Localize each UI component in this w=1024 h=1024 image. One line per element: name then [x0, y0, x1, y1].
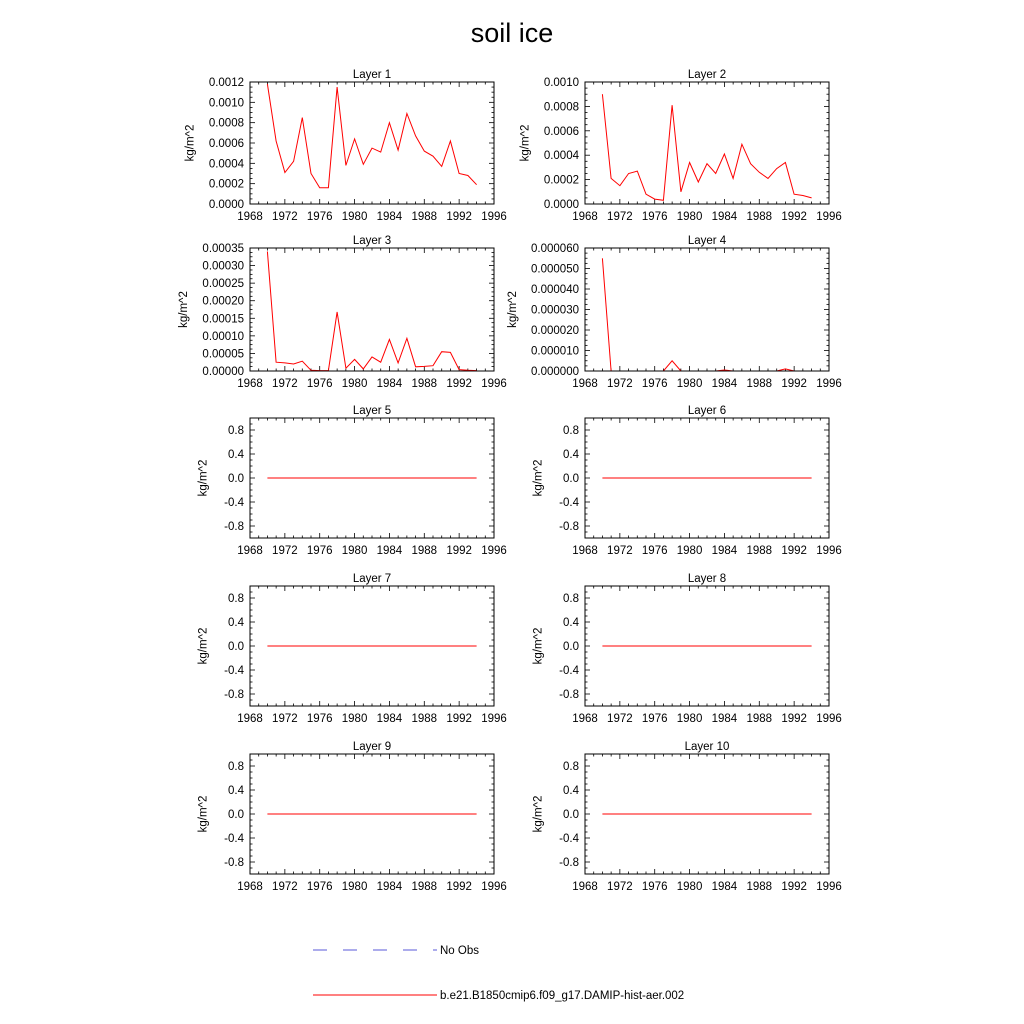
x-tick-label: 1992 [781, 378, 807, 390]
axis-ticks [250, 82, 494, 204]
panel-layer-9 [197, 741, 506, 893]
y-tick-label: -0.4 [559, 497, 579, 509]
panel-title: Layer 8 [687, 573, 727, 585]
x-tick-label: 1996 [481, 211, 507, 223]
x-tick-label: 1988 [411, 881, 438, 893]
panel-layer-10 [532, 741, 841, 893]
x-tick-label: 1996 [816, 881, 842, 893]
x-tick-label: 1984 [711, 713, 738, 725]
x-tick-label: 1972 [272, 713, 298, 725]
y-tick-label: -0.8 [559, 857, 579, 869]
y-tick-label: 0.4 [228, 785, 244, 797]
x-tick-label: 1996 [481, 713, 507, 725]
y-tick-label: 0.0006 [208, 138, 244, 150]
x-tick-label: 1984 [376, 378, 403, 390]
y-tick-label: 0.00000 [202, 366, 244, 378]
y-tick-label: 0.0004 [208, 158, 244, 171]
x-tick-label: 1976 [641, 211, 668, 223]
panel-layer-2 [520, 69, 842, 223]
x-tick-label: 1968 [572, 378, 598, 390]
y-tick-label: 0.0 [228, 809, 244, 821]
x-tick-label: 1980 [676, 881, 703, 893]
y-tick-label: 0.0012 [208, 77, 244, 89]
y-tick-label: 0.000020 [531, 325, 579, 337]
x-tick-label: 1984 [711, 545, 738, 557]
x-tick-label: 1984 [711, 881, 738, 893]
x-tick-label: 1980 [341, 378, 368, 390]
x-tick-label: 1984 [711, 211, 738, 223]
panel-layer-1 [185, 69, 507, 223]
y-tick-label: 0.0008 [543, 101, 579, 114]
x-tick-label: 1988 [746, 881, 773, 893]
y-tick-label: 0.4 [563, 449, 579, 461]
x-tick-label: 1968 [237, 545, 263, 557]
y-tick-label: 0.00015 [202, 313, 244, 326]
y-axis-label: kg/m^2 [178, 291, 191, 328]
series-line [602, 94, 811, 200]
panel-layer-7 [197, 573, 506, 725]
plot-frame [250, 82, 494, 204]
y-tick-label: 0.8 [228, 761, 244, 773]
y-tick-label: -0.4 [224, 497, 244, 509]
x-tick-label: 1984 [711, 378, 738, 390]
x-tick-label: 1996 [816, 545, 842, 557]
x-tick-label: 1968 [237, 378, 263, 390]
y-tick-label: 0.0 [228, 641, 244, 653]
y-tick-label: -0.4 [224, 833, 244, 845]
y-tick-label: 0.0006 [543, 125, 579, 138]
x-tick-label: 1972 [607, 713, 633, 725]
y-tick-label: -0.8 [559, 689, 579, 701]
series-line [267, 252, 476, 371]
x-tick-label: 1968 [237, 881, 263, 893]
y-tick-label: 0.0 [563, 809, 579, 821]
y-tick-label: 0.0000 [208, 199, 244, 211]
y-tick-label: 0.000060 [531, 243, 579, 255]
panel-title: Layer 10 [684, 741, 730, 753]
y-tick-label: 0.4 [563, 617, 579, 629]
y-axis-label: kg/m^2 [532, 627, 545, 665]
y-tick-label: 0.00010 [202, 330, 244, 343]
x-tick-label: 1992 [781, 545, 807, 557]
y-tick-label: 0.0008 [208, 117, 244, 130]
y-tick-label: 0.4 [228, 449, 244, 461]
series-line [602, 258, 811, 371]
x-tick-label: 1988 [746, 378, 773, 390]
panel-title: Layer 3 [352, 235, 392, 247]
x-tick-label: 1988 [411, 378, 438, 390]
y-tick-label: 0.0 [563, 473, 579, 485]
plot-frame [585, 248, 829, 371]
page-title: soil ice [470, 18, 554, 48]
x-tick-label: 1984 [376, 211, 403, 223]
y-tick-label: 0.00020 [202, 295, 244, 308]
x-tick-label: 1988 [411, 211, 438, 223]
x-tick-label: 1968 [572, 211, 598, 223]
y-tick-label: -0.8 [224, 689, 244, 701]
x-tick-label: 1980 [676, 211, 703, 223]
y-axis-label: kg/m^2 [506, 291, 519, 328]
y-tick-label: -0.4 [224, 665, 244, 677]
x-tick-label: 1980 [341, 211, 368, 223]
legend-label-model: b.e21.B1850cmip6.f09_g17.DAMIP-hist-aer.002 [440, 990, 685, 1002]
x-tick-label: 1988 [746, 545, 773, 557]
panel-layer-8 [532, 573, 841, 725]
x-tick-label: 1992 [446, 713, 472, 725]
x-tick-label: 1996 [816, 713, 842, 725]
x-tick-label: 1992 [446, 211, 472, 223]
legend-label-obs: No Obs [440, 945, 479, 957]
x-tick-label: 1984 [376, 545, 403, 557]
y-tick-label: 0.4 [563, 785, 579, 797]
y-tick-label: 0.00025 [202, 278, 244, 291]
y-tick-label: 0.00035 [202, 243, 244, 255]
x-tick-label: 1972 [607, 545, 633, 557]
x-tick-label: 1976 [306, 545, 333, 557]
legend-entry-model [313, 990, 684, 1002]
x-tick-label: 1988 [411, 545, 438, 557]
x-tick-label: 1976 [641, 713, 668, 725]
panel-title: Layer 2 [687, 69, 727, 81]
legend [313, 945, 684, 1002]
x-tick-label: 1968 [237, 713, 263, 725]
x-tick-label: 1972 [607, 881, 633, 893]
x-tick-label: 1980 [341, 713, 368, 725]
y-tick-label: 0.0000 [543, 199, 579, 211]
y-tick-label: -0.8 [224, 857, 244, 869]
x-tick-label: 1976 [641, 881, 668, 893]
axis-ticks [585, 248, 829, 371]
y-tick-label: 0.000010 [531, 345, 579, 358]
y-tick-label: 0.8 [563, 761, 579, 773]
x-tick-label: 1968 [572, 713, 598, 725]
y-tick-label: -0.4 [559, 665, 579, 677]
panel-title: Layer 4 [687, 235, 727, 247]
legend-entry-obs [313, 945, 479, 957]
y-tick-label: 0.0 [563, 641, 579, 653]
x-tick-label: 1976 [306, 378, 333, 390]
y-tick-label: 0.0004 [543, 150, 579, 163]
y-axis-label: kg/m^2 [184, 124, 197, 162]
y-tick-label: 0.8 [228, 425, 244, 437]
y-axis-label: kg/m^2 [519, 124, 532, 162]
y-axis-label: kg/m^2 [197, 627, 210, 665]
x-tick-label: 1980 [676, 378, 703, 390]
axis-ticks [250, 248, 494, 371]
x-tick-label: 1976 [306, 211, 333, 223]
x-tick-label: 1972 [272, 211, 298, 223]
x-tick-label: 1980 [341, 881, 368, 893]
plot-frame [585, 82, 829, 204]
x-tick-label: 1984 [376, 881, 403, 893]
x-tick-label: 1972 [607, 378, 633, 390]
y-axis-label: kg/m^2 [532, 459, 545, 497]
x-tick-label: 1996 [481, 545, 507, 557]
x-tick-label: 1976 [306, 713, 333, 725]
x-tick-label: 1968 [572, 881, 598, 893]
y-axis-label: kg/m^2 [532, 795, 545, 833]
y-tick-label: 0.0002 [208, 178, 244, 191]
x-tick-label: 1972 [607, 211, 633, 223]
x-tick-label: 1968 [572, 545, 598, 557]
panel-grid [178, 69, 842, 893]
y-tick-label: 0.000000 [531, 366, 579, 378]
y-tick-label: -0.8 [224, 521, 244, 533]
x-tick-label: 1992 [781, 211, 807, 223]
x-tick-label: 1972 [272, 545, 298, 557]
x-tick-label: 1976 [641, 545, 668, 557]
x-tick-label: 1968 [237, 211, 263, 223]
x-tick-label: 1984 [376, 713, 403, 725]
panel-title: Layer 9 [352, 741, 392, 753]
y-tick-label: 0.000030 [531, 304, 579, 317]
panel-title: Layer 6 [687, 405, 727, 417]
x-tick-label: 1992 [781, 713, 807, 725]
y-tick-label: 0.0010 [543, 77, 579, 89]
x-tick-label: 1992 [446, 545, 472, 557]
x-tick-label: 1992 [446, 378, 472, 390]
x-tick-label: 1972 [272, 881, 298, 893]
x-tick-label: 1992 [446, 881, 472, 893]
x-tick-label: 1980 [341, 545, 368, 557]
x-tick-label: 1996 [481, 378, 507, 390]
y-axis-label: kg/m^2 [197, 459, 210, 497]
plot-frame [250, 248, 494, 371]
x-tick-label: 1980 [676, 713, 703, 725]
series-line [267, 84, 476, 188]
panel-layer-6 [532, 405, 841, 557]
panel-layer-3 [178, 235, 507, 390]
x-tick-label: 1976 [641, 378, 668, 390]
x-tick-label: 1992 [781, 881, 807, 893]
y-tick-label: 0.00030 [202, 260, 244, 273]
axis-ticks [585, 82, 829, 204]
y-tick-label: 0.4 [228, 617, 244, 629]
y-tick-label: 0.0010 [208, 97, 244, 110]
y-axis-label: kg/m^2 [197, 795, 210, 833]
x-tick-label: 1996 [816, 378, 842, 390]
x-tick-label: 1996 [816, 211, 842, 223]
x-tick-label: 1988 [411, 713, 438, 725]
panel-title: Layer 1 [352, 69, 392, 81]
y-tick-label: 0.000050 [531, 263, 579, 276]
panel-title: Layer 5 [352, 405, 392, 417]
y-tick-label: 0.8 [228, 593, 244, 605]
panel-layer-5 [197, 405, 506, 557]
panel-title: Layer 7 [352, 573, 392, 585]
y-tick-label: 0.8 [563, 425, 579, 437]
y-tick-label: 0.8 [563, 593, 579, 605]
panel-layer-4 [507, 235, 842, 390]
x-tick-label: 1988 [746, 713, 773, 725]
x-tick-label: 1972 [272, 378, 298, 390]
y-tick-label: 0.00005 [202, 348, 244, 361]
y-tick-label: -0.8 [559, 521, 579, 533]
x-tick-label: 1988 [746, 211, 773, 223]
y-tick-label: 0.0002 [543, 174, 579, 187]
y-tick-label: 0.000040 [531, 284, 579, 296]
x-tick-label: 1996 [481, 881, 507, 893]
x-tick-label: 1976 [306, 881, 333, 893]
y-tick-label: 0.0 [228, 473, 244, 485]
y-tick-label: -0.4 [559, 833, 579, 845]
x-tick-label: 1980 [676, 545, 703, 557]
